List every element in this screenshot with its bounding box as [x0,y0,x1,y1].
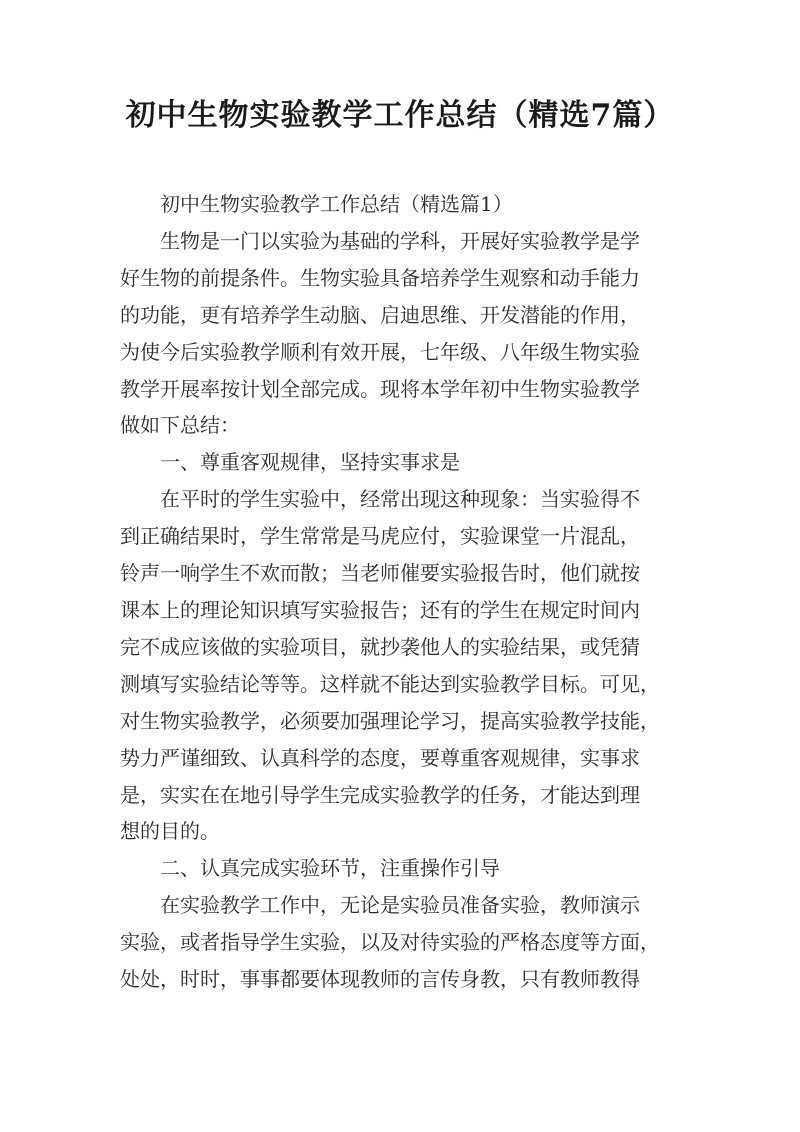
text-line: 完不成应该做的实验项目，就抄袭他人的实验结果，或凭猜 [120,634,640,659]
section-subtitle [120,186,686,223]
document-body [120,186,686,998]
text-line: 课本上的理论知识填写实验报告；还有的学生在规定时间内 [120,597,640,622]
text-line: 测填写实验结论等等。这样就不能达到实验教学目标。可见， [120,671,660,696]
text-line: 是，实实在在地引导学生完成实验教学的任务，才能达到理 [120,782,640,807]
text-line: 实验，或者指导学生实验，以及对待实验的严格态度等方面， [120,930,660,955]
text-line: 在实验教学工作中，无论是实验员准备实验，教师演示 [160,893,640,918]
text-line: 二、认真完成实验环节，注重操作引导 [160,856,500,881]
text-line: 势力严谨细致、认真科学的态度，要尊重客观规律，实事求 [120,745,640,770]
text-line: 为使今后实验教学顺利有效开展，七年级、八年级生物实验 [120,339,640,364]
section-heading-1 [120,444,686,481]
text-line: 初中生物实验教学工作总结（精选篇1） [160,192,513,216]
text-line: 的功能，更有培养学生动脑、启迪思维、开发潜能的作用， [120,302,640,327]
text-line: 生物是一门以实验为基础的学科，开展好实验教学是学 [160,228,640,253]
text-line: 铃声一响学生不欢而散；当老师催要实验报告时，他们就按 [120,561,640,586]
section-heading-2 [120,850,686,887]
text-line: 处处，时时，事事都要体现教师的言传身教，只有教师教得 [120,967,640,992]
text-line: 好生物的前提条件。生物实验具备培养学生观察和动手能力 [120,265,640,290]
paragraph-section-1 [120,481,686,850]
document-title: 初中生物实验教学工作总结（精选7篇） [125,98,675,133]
paragraph-intro [120,223,686,444]
paragraph-section-2 [120,887,686,998]
text-line: 一、尊重客观规律，坚持实事求是 [160,450,460,475]
text-line: 在平时的学生实验中，经常出现这种现象：当实验得不 [160,487,640,512]
text-line: 做如下总结： [120,413,240,438]
text-line: 对生物实验教学，必须要加强理论学习，提高实验教学技能， [120,708,660,733]
text-line: 到正确结果时，学生常常是马虎应付，实验课堂一片混乱， [120,524,640,549]
text-line: 想的目的。 [120,819,220,844]
text-line: 教学开展率按计划全部完成。现将本学年初中生物实验教学 [120,376,640,401]
